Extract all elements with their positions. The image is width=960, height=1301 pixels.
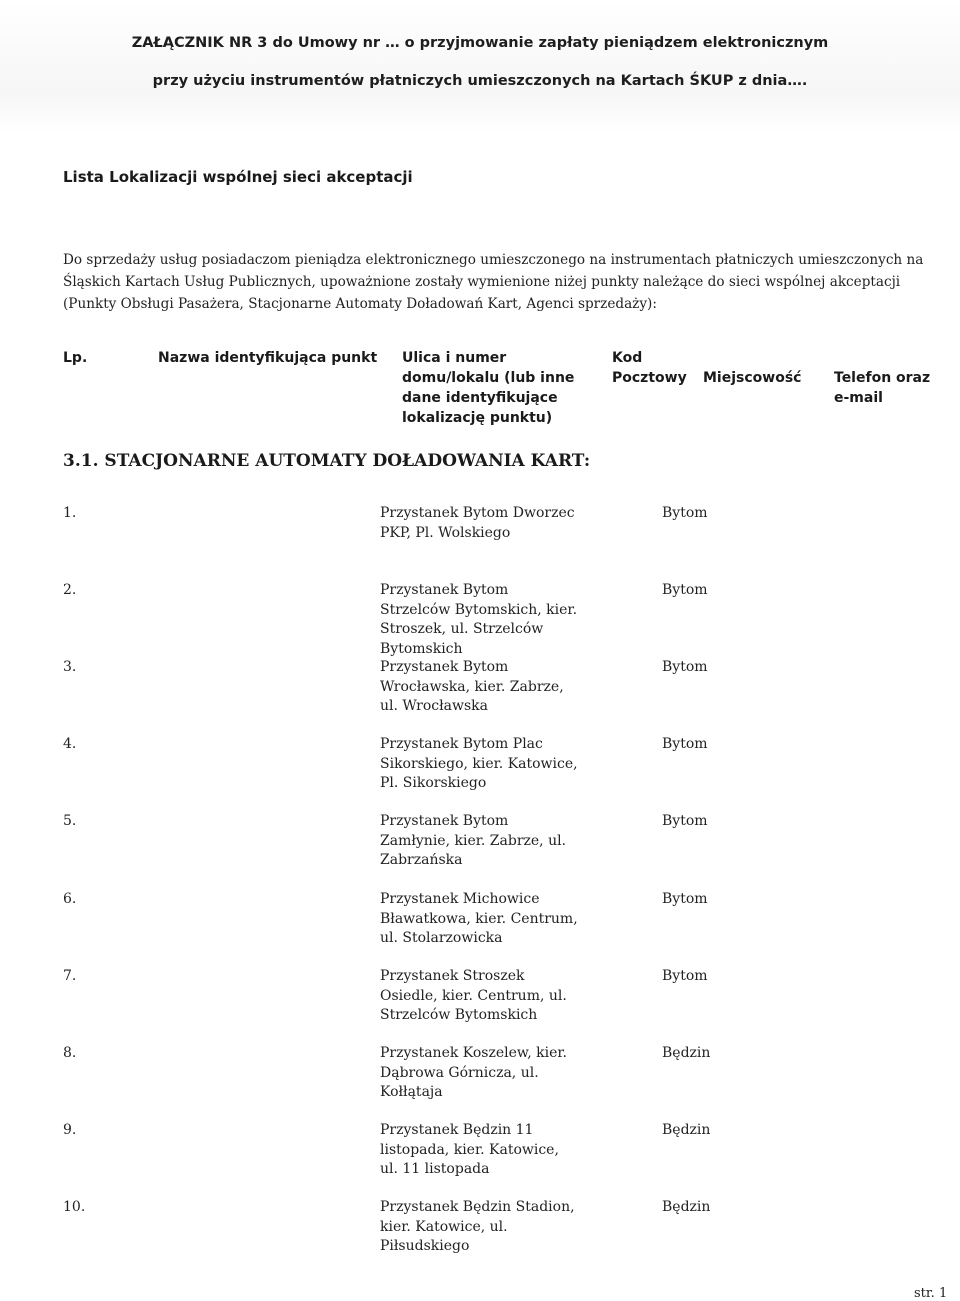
row-address: Przystanek Bytom Strzelców Bytomskich, kier. Stroszek, ul. Strzelców Bytomskich (380, 582, 578, 657)
row-address: Przystanek Będzin 11 listopada, kier. Katowice, ul. 11 listopada (380, 1122, 559, 1177)
column-header-street: Ulica i numer domu/lokalu (lub inne dane identyfikujące lokalizację punktu) (402, 350, 575, 426)
column-header-city: Miejscowość (703, 370, 802, 386)
row-number: 8. (63, 1045, 77, 1061)
row-address: Przystanek Bytom Plac Sikorskiego, kier. Katowice, Pl. Sikorskiego (380, 736, 578, 791)
row-city: Bytom (662, 582, 708, 598)
row-address: Przystanek Bytom Wrocławska, kier. Zabrze, ul. Wrocławska (380, 659, 564, 714)
row-address: Przystanek Koszelew, kier. Dąbrowa Górnicza, ul. Kołłątaja (380, 1045, 567, 1100)
row-number: 6. (63, 891, 77, 907)
row-city: Bytom (662, 813, 708, 829)
section-heading: 3.1. STACJONARNE AUTOMATY DOŁADOWANIA KART: (63, 451, 591, 471)
list-title: Lista Lokalizacji wspólnej sieci akceptacji (63, 168, 413, 186)
page-number: str. 1 (914, 1286, 948, 1301)
row-address: Przystanek Bytom Dworzec PKP, Pl. Wolskiego (380, 505, 575, 541)
row-city: Będzin (662, 1122, 711, 1138)
header-title-line-1: ZAŁĄCZNIK NR 3 do Umowy nr … o przyjmowanie zapłaty pieniądzem elektronicznym (131, 35, 829, 51)
row-address: Przystanek Stroszek Osiedle, kier. Centrum, ul. Strzelców Bytomskich (380, 968, 567, 1023)
column-header-phone-email: Telefon oraz e-mail (834, 370, 931, 406)
row-address: Przystanek Będzin Stadion, kier. Katowice, ul. Piłsudskiego (380, 1199, 575, 1254)
row-address: Przystanek Michowice Bławatkowa, kier. Centrum, ul. Stolarzowicka (380, 891, 578, 946)
row-number: 4. (63, 736, 77, 752)
row-number: 10. (63, 1199, 86, 1215)
row-number: 5. (63, 813, 77, 829)
row-city: Bytom (662, 968, 708, 984)
intro-paragraph: Do sprzedaży usług posiadaczom pieniądza elektronicznego umieszczonego na instrumentach płatniczych umieszczonych na Śląskich Kartach Usług Publicznych, upoważnione zostały wymienione niżej punkty należące do sieci wspólnej akceptacji (Punkty Obsługi Pasażera, Stacjonarne Automaty Doładowań Kart, Agenci sprzedaży): (63, 252, 924, 312)
document-header (0, 0, 960, 132)
row-city: Bytom (662, 891, 708, 907)
row-address: Przystanek Bytom Zamłynie, kier. Zabrze, ul. Zabrzańska (380, 813, 567, 868)
row-number: 1. (63, 505, 77, 521)
row-city: Będzin (662, 1045, 711, 1061)
row-number: 2. (63, 582, 77, 598)
header-title-line-2: przy użyciu instrumentów płatniczych umieszczonych na Kartach ŚKUP z dnia…. (152, 73, 808, 89)
column-header-name: Nazwa identyfikująca punkt (158, 350, 378, 366)
column-header-postal-code: Kod Pocztowy (612, 350, 687, 386)
row-city: Bytom (662, 659, 708, 675)
row-number: 9. (63, 1122, 77, 1138)
row-city: Bytom (662, 505, 708, 521)
row-number: 3. (63, 659, 77, 675)
column-header-lp: Lp. (63, 350, 88, 366)
row-city: Będzin (662, 1199, 711, 1215)
row-city: Bytom (662, 736, 708, 752)
row-number: 7. (63, 968, 77, 984)
